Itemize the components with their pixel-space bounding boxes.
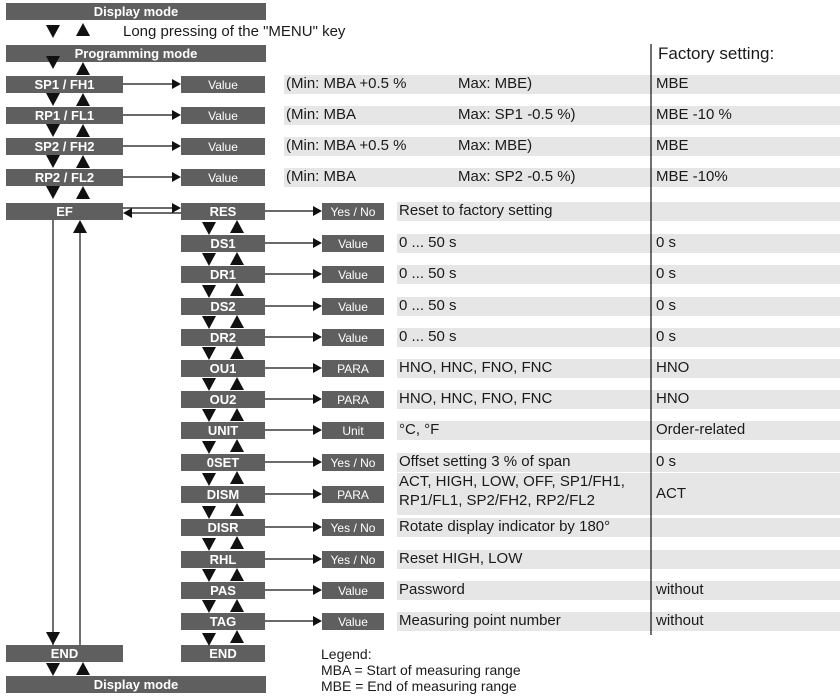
ef-nav-down — [202, 253, 216, 266]
ef-up-arrow-top — [76, 62, 90, 75]
ef-nav-down — [202, 347, 216, 360]
limit-arrow-right — [172, 172, 181, 182]
end-right[interactable]: END — [181, 645, 265, 662]
ef-nav-down — [202, 506, 216, 519]
ef-factory-text: without — [656, 581, 704, 598]
limit-max-text: Max: SP2 -0.5 %) — [458, 168, 576, 185]
limit-up-arrow — [76, 93, 90, 106]
ef-box-10[interactable]: Yes / No — [322, 519, 384, 536]
limit-value-box-1[interactable]: Value — [181, 107, 265, 124]
ef-arrow-right — [313, 269, 322, 279]
ef-nav-down — [202, 633, 216, 646]
ef-nav-down — [202, 538, 216, 551]
limit-min-text: (Min: MBA +0.5 % — [286, 137, 407, 154]
ef-nav-up — [230, 630, 244, 643]
display-mode-top[interactable]: Display mode — [6, 3, 266, 20]
ef-desc-text: Reset to factory setting — [399, 202, 553, 219]
ef-nav-up — [230, 568, 244, 581]
ef-nav-down — [202, 600, 216, 613]
ef-box-3[interactable]: Value — [322, 298, 384, 315]
ef-box-6[interactable]: PARA — [322, 391, 384, 408]
ef-box-13[interactable]: Value — [322, 613, 384, 630]
ef-desc-text: 0 ... 50 s — [399, 265, 457, 282]
ef-arrow-right — [313, 616, 322, 626]
limit-factory-text: MBE — [656, 75, 689, 92]
ef-key-8[interactable]: 0SET — [181, 454, 265, 471]
legend-mbe: MBE = End of measuring range — [321, 678, 517, 694]
ef-desc-text: HNO, HNC, FNO, FNC — [399, 359, 553, 376]
ef-factory-text: 0 s — [656, 328, 677, 345]
ef-to-end-arrow — [46, 632, 60, 645]
limit-down-arrow — [46, 124, 60, 137]
ef-arrow-right — [313, 238, 322, 248]
ef-key-2[interactable]: DR1 — [181, 266, 265, 283]
limit-min-text: (Min: MBA — [286, 106, 357, 123]
ef-arrow-right — [313, 522, 322, 532]
ef-nav-down — [202, 473, 216, 486]
ef-desc-text-2: RP1/FL1, SP2/FH2, RP2/FL2 — [399, 492, 595, 509]
ef-box-2[interactable]: Value — [322, 266, 384, 283]
ef-box-4[interactable]: Value — [322, 329, 384, 346]
ef-nav-up — [230, 503, 244, 516]
limit-down-arrow — [46, 155, 60, 168]
legend-title: Legend: — [321, 646, 372, 662]
limit-arrow-right — [172, 141, 181, 151]
ef-factory-text: 0 s — [656, 297, 677, 314]
ef-box-0[interactable]: Yes / No — [322, 203, 384, 220]
ef-nav-down — [202, 378, 216, 391]
ef-box-9[interactable]: PARA — [322, 486, 384, 503]
ef-box-1[interactable]: Value — [322, 235, 384, 252]
ef-box-5[interactable]: PARA — [322, 360, 384, 377]
ef-nav-down — [202, 222, 216, 235]
ef-arrow-right — [313, 489, 322, 499]
programming-mode[interactable]: Programming mode — [6, 45, 266, 62]
limit-down-arrow — [46, 93, 60, 106]
limit-factory-text: MBE -10 % — [656, 106, 732, 123]
ef-desc-text: HNO, HNC, FNO, FNC — [399, 390, 553, 407]
limit-key-1[interactable]: RP1 / FL1 — [6, 107, 123, 124]
ef-nav-down — [202, 316, 216, 329]
ef-box-12[interactable]: Value — [322, 582, 384, 599]
ef-nav-up — [230, 220, 244, 233]
limit-down-arrow — [46, 186, 60, 199]
ef-desc-text: 0 ... 50 s — [399, 297, 457, 314]
ef-nav-up — [230, 439, 244, 452]
ef-key-5[interactable]: OU1 — [181, 360, 265, 377]
limit-max-text: Max: SP1 -0.5 %) — [458, 106, 576, 123]
ef-key-1[interactable]: DS1 — [181, 235, 265, 252]
ef-box-8[interactable]: Yes / No — [322, 454, 384, 471]
ef-arrow-right — [313, 425, 322, 435]
limit-value-box-0[interactable]: Value — [181, 76, 265, 93]
ef-factory-text: 0 s — [656, 265, 677, 282]
ef-box-11[interactable]: Yes / No — [322, 551, 384, 568]
menu-hint-text: Long pressing of the "MENU" key — [123, 23, 346, 40]
ef-arrow-right — [313, 301, 322, 311]
limit-min-text: (Min: MBA +0.5 % — [286, 75, 407, 92]
ef-desc-text: Measuring point number — [399, 612, 561, 629]
ef-key-0[interactable]: RES — [181, 203, 265, 220]
limit-value-box-2[interactable]: Value — [181, 138, 265, 155]
limit-value-box-3[interactable]: Value — [181, 169, 265, 186]
res-to-ef-arrow — [123, 208, 132, 218]
end-up-arrow — [76, 662, 90, 675]
legend-mba: MBA = Start of measuring range — [321, 662, 521, 678]
ef-nav-down — [202, 569, 216, 582]
limit-key-0[interactable]: SP1 / FH1 — [6, 76, 123, 93]
ef-nav-up — [230, 599, 244, 612]
ef-desc-text: 0 ... 50 s — [399, 328, 457, 345]
limit-arrow-right — [172, 79, 181, 89]
end-to-ef-arrow — [73, 220, 87, 233]
ef-nav-up — [230, 536, 244, 549]
limit-arrow-right — [172, 110, 181, 120]
limit-max-text: Max: MBE) — [458, 137, 533, 154]
ef-nav-up — [230, 283, 244, 296]
arrow-down-top — [46, 25, 60, 38]
ef-key-12[interactable]: PAS — [181, 582, 265, 599]
ef-nav-down — [202, 409, 216, 422]
ef-factory-text: 0 s — [656, 453, 677, 470]
ef-to-res-arrow — [172, 203, 181, 213]
ef-factory-text: HNO — [656, 359, 690, 376]
limit-min-text: (Min: MBA — [286, 168, 357, 185]
ef-desc-text: Offset setting 3 % of span — [399, 453, 571, 470]
ef-desc-text: °C, °F — [399, 421, 440, 438]
limit-max-text: Max: MBE) — [458, 75, 533, 92]
ef-nav-up — [230, 408, 244, 421]
end-left[interactable]: END — [6, 645, 123, 662]
ef-arrow-right — [313, 585, 322, 595]
ef-down-arrow-top — [46, 56, 60, 69]
ef-desc-text: Reset HIGH, LOW — [399, 550, 523, 567]
ef-key-13[interactable]: TAG — [181, 613, 265, 630]
ef-key-11[interactable]: RHL — [181, 551, 265, 568]
limit-up-arrow — [76, 186, 90, 199]
ef-factory-text: without — [656, 612, 704, 629]
limit-key-2[interactable]: SP2 / FH2 — [6, 138, 123, 155]
arrow-up-top — [76, 23, 90, 36]
end-down-arrow — [46, 663, 60, 676]
ef-nav-up — [230, 471, 244, 484]
ef-key-6[interactable]: OU2 — [181, 391, 265, 408]
ef-arrow-right — [313, 363, 322, 373]
ef-key-7[interactable]: UNIT — [181, 422, 265, 439]
ef-desc-text: Password — [399, 581, 465, 598]
ef-factory-text: ACT — [656, 485, 686, 502]
ef-nav-up — [230, 315, 244, 328]
ef-key-4[interactable]: DR2 — [181, 329, 265, 346]
limit-up-arrow — [76, 124, 90, 137]
ef-nav-up — [230, 252, 244, 265]
ef-nav-down — [202, 285, 216, 298]
ef-nav-up — [230, 346, 244, 359]
ef-arrow-right — [313, 554, 322, 564]
ef-arrow-right — [313, 206, 322, 216]
limit-key-3[interactable]: RP2 / FL2 — [6, 169, 123, 186]
ef-nav-up — [230, 377, 244, 390]
ef-arrow-right — [313, 394, 322, 404]
ef-arrow-right — [313, 457, 322, 467]
ef-factory-text: HNO — [656, 390, 690, 407]
ef-desc-text: Rotate display indicator by 180° — [399, 518, 611, 535]
ef-key-3[interactable]: DS2 — [181, 298, 265, 315]
ef-key[interactable]: EF — [6, 203, 123, 220]
limit-up-arrow — [76, 155, 90, 168]
ef-desc-text: 0 ... 50 s — [399, 234, 457, 251]
ef-key-10[interactable]: DISR — [181, 519, 265, 536]
limit-factory-text: MBE -10% — [656, 168, 728, 185]
ef-key-9[interactable]: DISM — [181, 486, 265, 503]
factory-setting-heading: Factory setting: — [658, 44, 775, 63]
limit-factory-text: MBE — [656, 137, 689, 154]
ef-factory-text: 0 s — [656, 234, 677, 251]
ef-factory-text: Order-related — [656, 421, 746, 438]
ef-box-7[interactable]: Unit — [322, 422, 384, 439]
ef-desc-text: ACT, HIGH, LOW, OFF, SP1/FH1, — [399, 473, 625, 490]
ef-arrow-right — [313, 332, 322, 342]
ef-nav-down — [202, 441, 216, 454]
display-mode-bottom[interactable]: Display mode — [6, 676, 266, 693]
